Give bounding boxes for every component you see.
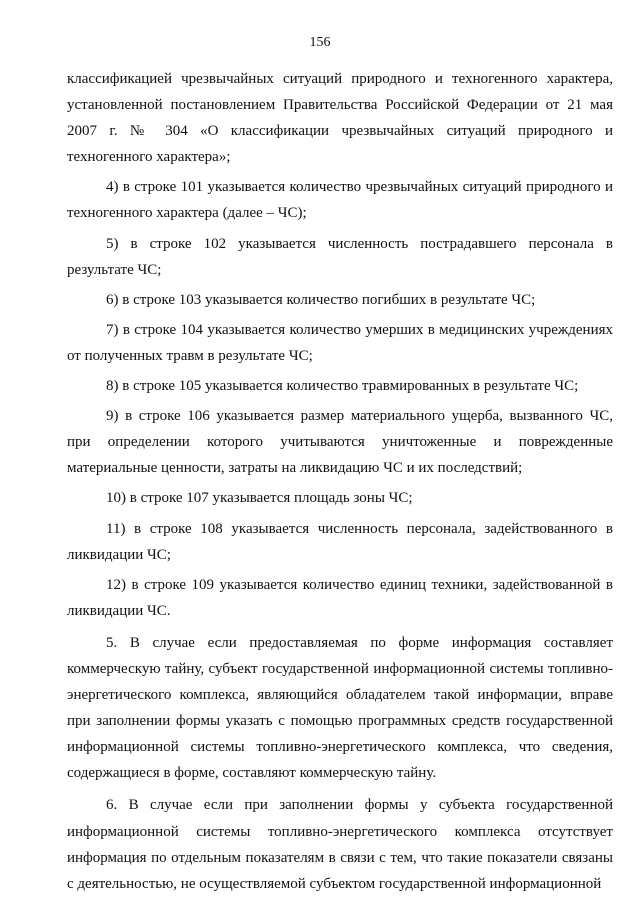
paragraph-section-5: 5. В случае если предоставляемая по форме информация составляет коммерческую тайну, субъект государственной информационной системы топливно-энергетического комплекса, являющийся обладателем такой информации, вправе при заполнении формы указать с помощью программных средств государственной информационной системы топливно-энергетического комплекса, что сведения, содержащиеся в форме, составляют коммерческую тайну. — [67, 634, 613, 782]
paragraph-item-11: 11) в строке 108 указывается численность персонала, задействованного в ликвидации ЧС; — [67, 520, 613, 563]
paragraph-item-8: 8) в строке 105 указывается количество травмированных в результате ЧС; — [106, 378, 579, 395]
paragraph-item-7: 7) в строке 104 указывается количество умерших в медицинских учреждениях от полученных травм в результате ЧС; — [67, 321, 613, 364]
document-body — [67, 66, 613, 901]
paragraph-item-4: 4) в строке 101 указывается количество чрезвычайных ситуаций природного и техногенного характера (далее – ЧС); — [67, 179, 613, 222]
paragraph-item-9: 9) в строке 106 указывается размер материального ущерба, вызванного ЧС, при определении которого учитываются уничтоженные и поврежденные материальные ценности, затраты на ликвидацию ЧС и их последствий; — [67, 408, 613, 477]
page-number: 156 — [309, 35, 331, 50]
paragraph-item-10: 10) в строке 107 указывается площадь зоны ЧС; — [106, 490, 413, 507]
paragraph-item-5: 5) в строке 102 указывается численность пострадавшего персонала в результате ЧС; — [67, 235, 613, 278]
paragraph-item-12: 12) в строке 109 указывается количество единиц техники, задействованной в ликвидации ЧС. — [67, 576, 613, 619]
paragraph-continuation: классификацией чрезвычайных ситуаций природного и техногенного характера, установленной постановлением Правительства Российской Федерации от 21 мая 2007 г. № 304 «О классификации чрезвычайных ситуаций природного и техногенного характера»; — [67, 71, 613, 166]
paragraph-section-6: 6. В случае если при заполнении формы у субъекта государственной информационной системы топливно-энергетического комплекса отсутствует информация по отдельным показателям в связи с тем, что такие показатели связаны с деятельностью, не осуществляемой субъектом государственной информационной — [67, 797, 613, 892]
paragraph-item-6: 6) в строке 103 указывается количество погибших в результате ЧС; — [106, 291, 536, 308]
